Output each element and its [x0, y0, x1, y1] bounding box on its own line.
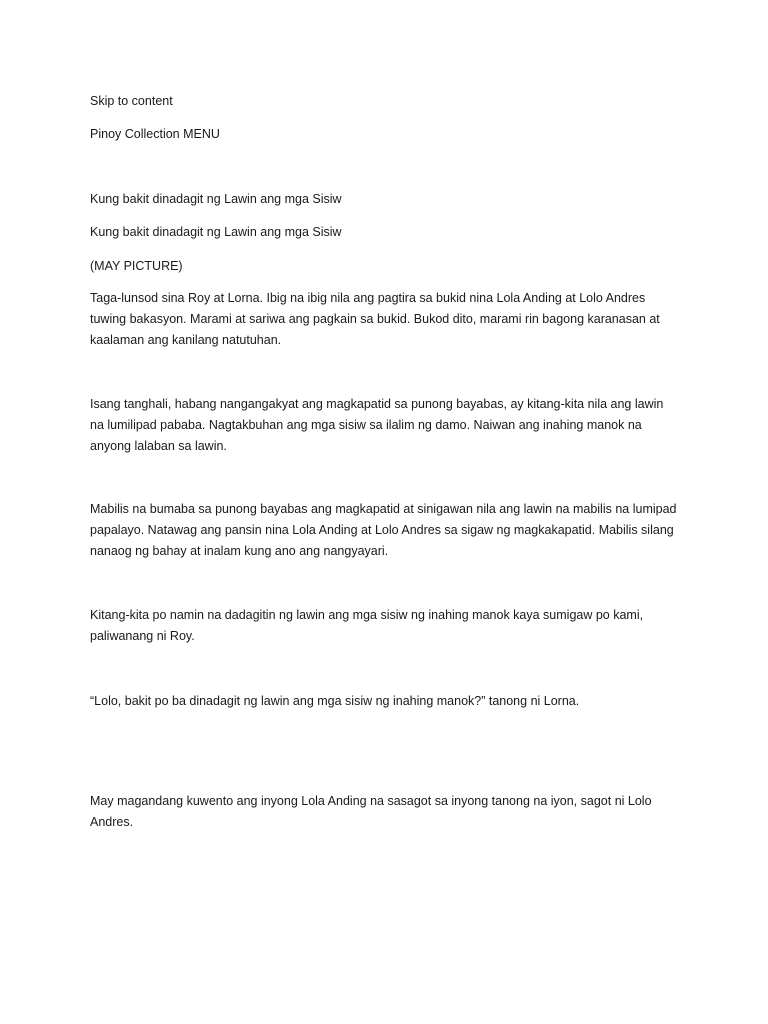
paragraph-5: “Lolo, bakit po ba dinadagit ng lawin ang mga sisiw ng inahing manok?” tanong ni Lorna. [90, 694, 580, 708]
picture-note: (MAY PICTURE) [90, 259, 183, 273]
paragraph-6: May magandang kuwento ang inyong Lola Anding na sasagot sa inyong tanong na iyon, sagot ni Lolo Andres. [90, 794, 652, 829]
paragraph-3: Mabilis na bumaba sa punong bayabas ang magkapatid at sinigawan nila ang lawin na mabilis na lumipad papalayo. Natawag ang pansin nina Lola Anding at Lolo Andres sa sigaw ng magkakapatid. Mabilis silang nanaog ng bahay at inalam kung ano ang nangyayari. [90, 502, 677, 558]
paragraph-1: Taga-lunsod sina Roy at Lorna. Ibig na ibig nila ang pagtira sa bukid nina Lola Anding at Lolo Andres tuwing bakasyon. Marami at sariwa ang pagkain sa bukid. Bukod dito, marami rin bagong karanasan at kaalaman ang kanilang natutuhan. [90, 291, 660, 347]
skip-to-content-link[interactable]: Skip to content [90, 94, 173, 108]
paragraph-4: Kitang-kita po namin na dadagitin ng lawin ang mga sisiw ng inahing manok kaya sumigaw po kami, paliwanang ni Roy. [90, 608, 644, 643]
article-heading: Kung bakit dinadagit ng Lawin ang mga Sisiw [90, 225, 342, 239]
site-menu[interactable]: Pinoy Collection MENU [90, 127, 220, 141]
article-title: Kung bakit dinadagit ng Lawin ang mga Sisiw [90, 192, 342, 206]
paragraph-2: Isang tanghali, habang nangangakyat ang magkapatid sa punong bayabas, ay kitang-kita nila ang lawin na lumilipad pababa. Nagtakbuhan ang mga sisiw sa ilalim ng damo. Naiwan ang inahing manok na anyong lalaban sa lawin. [90, 397, 664, 453]
